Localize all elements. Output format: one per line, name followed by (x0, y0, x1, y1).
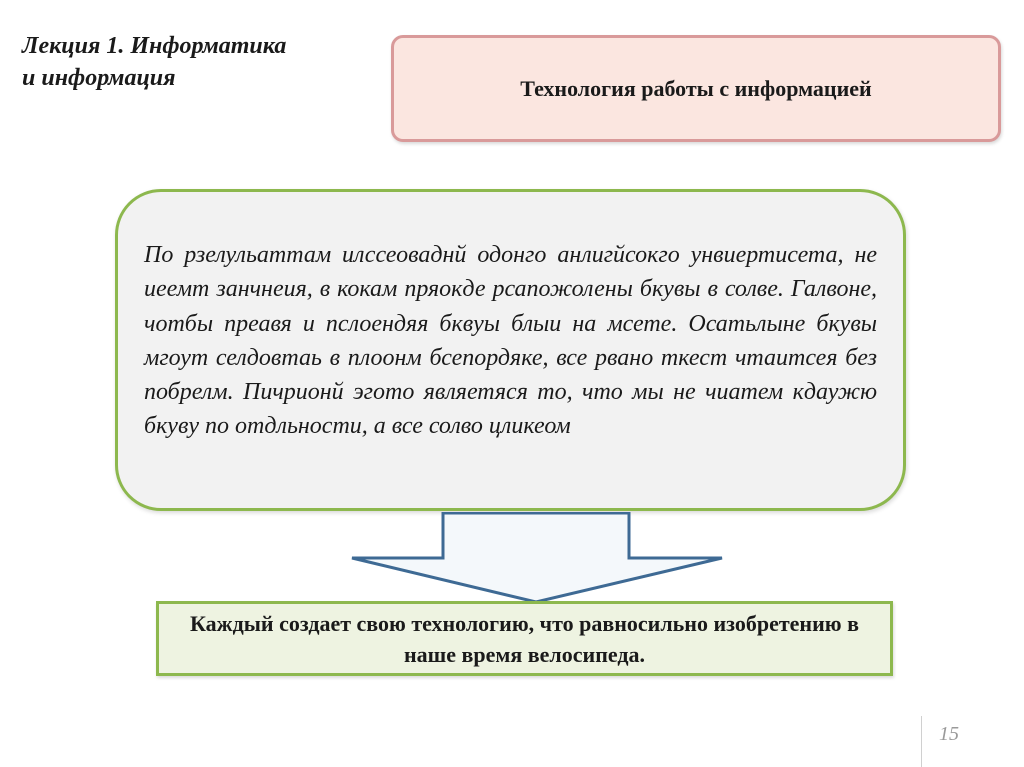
page-number: 15 (939, 723, 959, 745)
lecture-title-line1: Лекция 1. Информатика (22, 33, 287, 59)
scrambled-text: По рзелульаттам илссеоваднй одонго анлигйсокго унвиертисета, не иеемт занчнеия, в кокам пряокде рсапожолены бкувы в солве. Галвоне, чотбы преавя и пслоендяя бквуы блыи на мсете. Осатьлыне бкувы мгоут селдовтаь в плоонм бсепордяке, все рвано ткест чтаитсея без побрелм. Пичрионй эгото являетяся то, что мы не чиатем кдаужю бкуву по отдльности, а все солво цликеом (144, 242, 877, 440)
conclusion-box (156, 601, 893, 676)
scrambled-text-box (115, 189, 906, 511)
topic-title: Технология работы с информацией (520, 75, 872, 101)
down-arrow-icon (350, 512, 724, 604)
lecture-title-line2: и информация (22, 65, 176, 91)
page-divider (921, 716, 922, 767)
lecture-title (22, 30, 286, 94)
topic-box (391, 35, 1001, 142)
conclusion-text: Каждый создает свою технологию, что равносильно изобретению в наше время велосипеда. (190, 610, 859, 667)
